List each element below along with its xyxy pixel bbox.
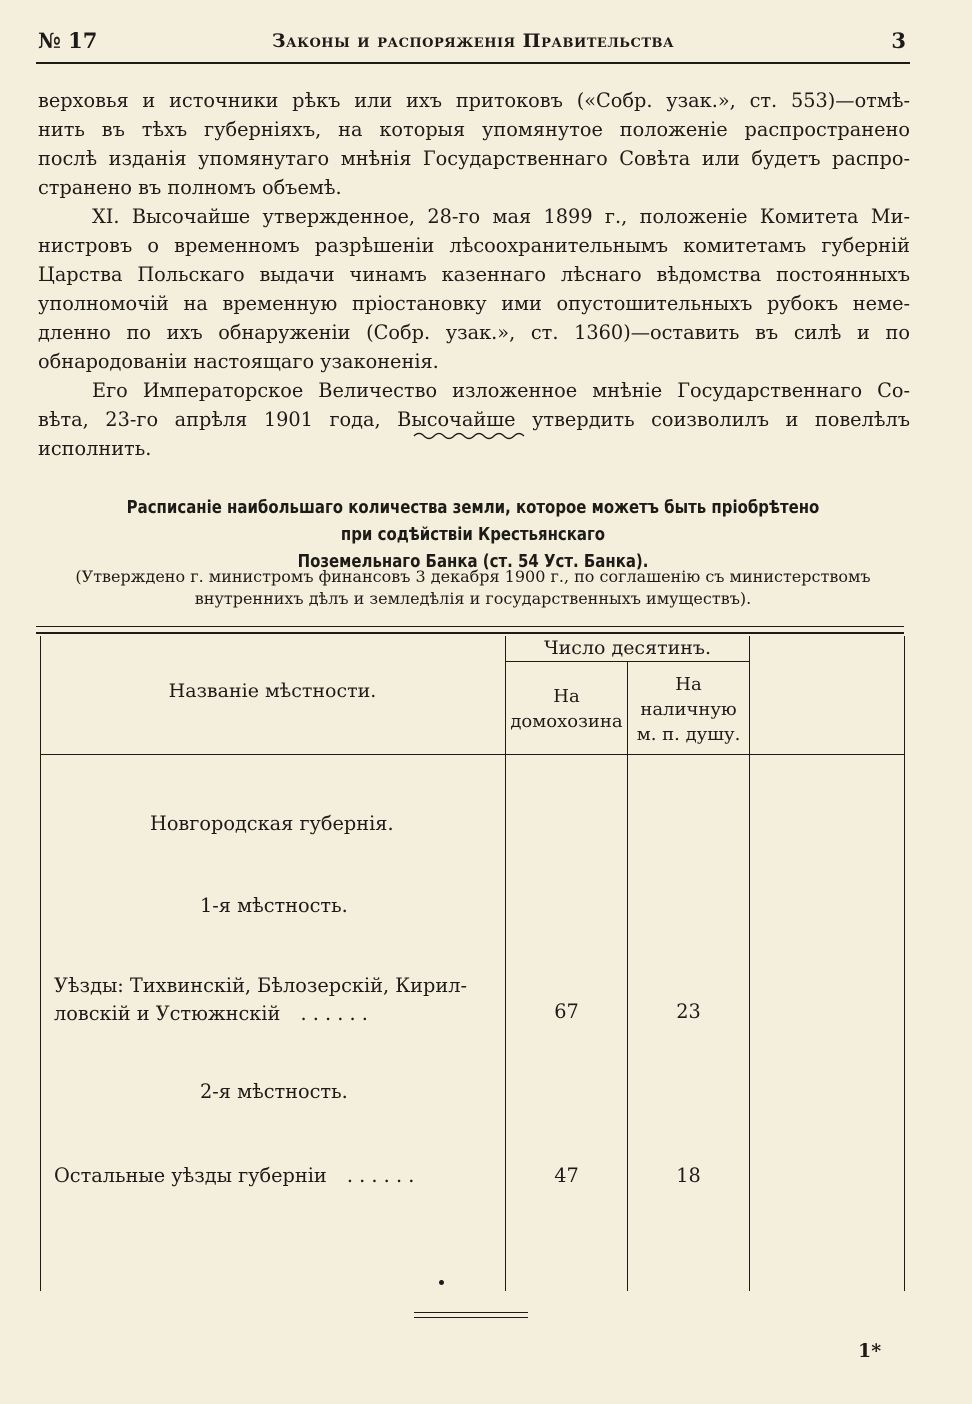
- table-top-rule: [36, 626, 904, 627]
- caption-line: Расписаніе наибольшаго количества земли, которое можетъ быть пріобрѣтено при содѣйствіи Крестьянскаго: [126, 497, 820, 545]
- caption-line: Поземельнаго Банка (ст. 54 Уст. Банка).: [297, 551, 649, 572]
- column-header-name: Названіе мѣстности.: [168, 680, 377, 702]
- table-row-locality: 2-я мѣстность.: [200, 1080, 348, 1103]
- table-top-rule: [36, 632, 904, 634]
- text-line: верховья и источники рѣкъ или ихъ притоковъ («Собр. узак.», ст. 553)—отмѣ-: [38, 89, 910, 112]
- row-label: ловскій и Устюжнскій: [54, 1002, 281, 1025]
- text-line: Его Императорское Величество изложенное мнѣніе Государственнаго Со-: [92, 379, 910, 402]
- page-number: 3: [891, 28, 906, 53]
- row-label-cont: [54, 1000, 502, 1028]
- leader-dots: . . . . . .: [300, 1002, 368, 1025]
- text-line: XI. Высочайше утвержденное, 28-го мая 1899 г., положеніе Комитета Ми-: [92, 205, 910, 228]
- value-per-soul: 23: [676, 1000, 701, 1023]
- group-header-rule: [505, 661, 749, 662]
- text-line: дленно по ихъ обнаруженіи (Собр. узак.», ст. 1360)—оставить въ силѣ и по: [38, 321, 910, 344]
- text-line: уполномочій на временную пріостановку ими опустошительныхъ рубокъ неме-: [38, 292, 910, 315]
- footer-rule: [414, 1312, 528, 1313]
- text-line: нистровъ о временномъ разрѣшеніи лѣсоохранительнымъ комитетамъ губерній: [38, 234, 910, 257]
- header-text: На: [675, 674, 702, 695]
- table-row: [54, 1164, 414, 1187]
- table-column-divider: [627, 662, 628, 1291]
- table-row-locality: 1-я мѣстность.: [200, 894, 348, 917]
- text-line: вѣта, 23-го апрѣля 1901 года, Высочайше утвердить соизволилъ и повелѣлъ: [38, 408, 910, 431]
- table-column-divider: [505, 636, 506, 1291]
- issue-number: № 17: [38, 28, 98, 53]
- table-caption: [110, 494, 835, 575]
- table-row-region: Новгородская губернія.: [150, 812, 394, 835]
- row-label: Остальные уѣзды губерніи: [54, 1164, 327, 1187]
- column-header-household: [506, 684, 627, 734]
- text-line: Царства Польскаго выдачи чинамъ казеннаго лѣснаго вѣдомства постоянныхъ: [38, 263, 910, 286]
- caption-note-line: (Утверждено г. министромъ финансовъ 3 декабря 1900 г., по соглашенію съ министерствомъ: [75, 567, 871, 586]
- column-header-soul: [628, 672, 749, 747]
- text-line: исполнить.: [38, 437, 152, 460]
- leader-dots: . . . . . .: [346, 1164, 415, 1187]
- column-group-header: Число десятинъ.: [543, 637, 712, 659]
- table-border-right: [904, 636, 905, 1291]
- value-per-household: 47: [554, 1164, 579, 1187]
- header-text: наличную: [640, 699, 737, 720]
- row-label: Уѣзды: Тихвинскій, Бѣлозерскій, Кирил-: [54, 974, 467, 997]
- wavy-separator: [412, 430, 532, 442]
- text-line: обнародованіи настоящаго узаконенія.: [38, 350, 439, 373]
- ink-dot: [439, 1280, 444, 1285]
- header-text: На: [553, 686, 580, 707]
- table-border-left: [40, 636, 41, 1291]
- caption-note-line: внутреннихъ дѣлъ и земледѣлія и государственныхъ имуществъ).: [194, 589, 752, 608]
- signature-mark: 1*: [858, 1340, 882, 1362]
- table-row: [54, 972, 502, 1028]
- text-line: странено въ полномъ объемѣ.: [38, 176, 342, 199]
- footer-rule: [414, 1317, 528, 1318]
- header-text: домохозина: [510, 711, 623, 732]
- value-per-household: 67: [554, 1000, 579, 1023]
- header-text: м. п. душу.: [636, 724, 741, 745]
- body-text: [38, 86, 910, 463]
- header-rule: [36, 62, 910, 64]
- caption-note: [36, 566, 910, 610]
- value-per-soul: 18: [676, 1164, 701, 1187]
- table-column-divider: [749, 636, 750, 1291]
- header-bottom-rule: [40, 754, 904, 755]
- running-title: Законы и распоряженія Правительства: [271, 30, 675, 52]
- text-line: нить въ тѣхъ губерніяхъ, на которыя упомянутое положеніе распространено: [38, 118, 910, 141]
- text-line: послѣ изданія упомянутаго мнѣнія Государственнаго Совѣта или будетъ распро-: [38, 147, 910, 170]
- running-header: [36, 28, 910, 58]
